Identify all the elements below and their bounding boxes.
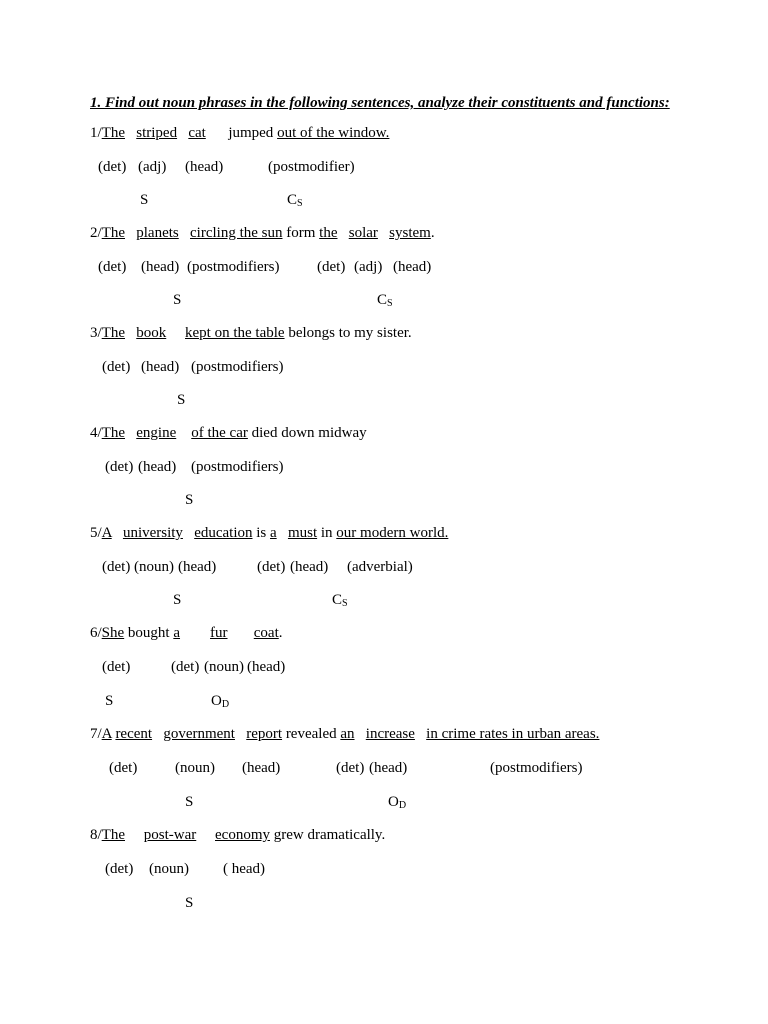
np-word: increase	[365, 726, 415, 742]
np-word: engine	[136, 425, 177, 441]
sentence-3	[90, 324, 412, 342]
constituent-label: (det)	[257, 559, 286, 575]
constituent-label: (head)	[141, 259, 180, 275]
sentence-5: 5/A university education is a must in our modern world.	[90, 525, 449, 541]
predicate-text: died down midway	[251, 425, 367, 441]
np-word: out of the window.	[277, 125, 390, 141]
constituent-label: (det)	[98, 259, 127, 275]
constituent-label: (det)	[171, 659, 200, 675]
constituent-label: (postmodifiers)	[191, 359, 284, 375]
np-word: book	[136, 325, 167, 341]
sentence-number: 5/	[90, 525, 102, 541]
constituent-label: (det)	[317, 259, 346, 275]
constituent-label: (noun)	[204, 659, 244, 675]
np-word: a	[270, 525, 277, 541]
np-word: solar	[348, 225, 378, 241]
np-word: university	[122, 525, 183, 541]
np-word: must	[287, 525, 318, 541]
constituent-label: (head)	[138, 459, 177, 475]
function-label: $O_D$	[388, 794, 407, 811]
np-word: kept on the table	[185, 325, 285, 341]
np-word: coat	[253, 625, 279, 641]
constituent-label: (det)	[102, 659, 131, 675]
predicate-text: belongs to my sister.	[288, 325, 412, 341]
np-word: the	[319, 225, 338, 241]
np-word: The	[101, 325, 125, 341]
sentence-4	[90, 424, 367, 442]
constituent-label: (head)	[178, 559, 217, 575]
constituent-label: (det)	[109, 760, 138, 776]
constituent-label: (det)	[105, 459, 134, 475]
verb-text: form	[286, 225, 316, 241]
np-word: fur	[210, 625, 228, 641]
sentence-number: 4/	[90, 425, 102, 441]
function-label: $C_S$	[287, 192, 303, 209]
constituent-label: (postmodifier)	[268, 159, 355, 175]
sentence-1	[90, 124, 389, 142]
constituent-label: (head)	[393, 259, 432, 275]
constituent-label: ( head)	[223, 861, 266, 877]
np-word: in crime rates in urban areas.	[426, 726, 600, 742]
np-word: government	[163, 726, 235, 742]
function-label: S	[173, 292, 182, 308]
function-label: S	[105, 693, 114, 709]
function-label: S	[185, 492, 194, 508]
exercise-title: 1. Find out noun phrases in the following sentences, analyze their constituents and functions:	[90, 95, 670, 111]
sentence-2: 2/The planets circling the sun form the solar system.	[90, 225, 435, 241]
np-word: The	[101, 225, 125, 241]
function-label: S	[173, 592, 182, 608]
np-word: our modern world.	[336, 525, 449, 541]
np-word: circling the sun	[190, 225, 283, 241]
function-label: S	[185, 794, 194, 810]
constituent-label: (head)	[369, 760, 408, 776]
np-word: of the car	[191, 425, 248, 441]
constituent-label: (head)	[247, 659, 286, 675]
function-label: S	[185, 895, 194, 911]
np-word: planets	[136, 225, 179, 241]
np-word: system	[389, 225, 431, 241]
np-word: an	[340, 726, 355, 742]
verb-text: jumped	[228, 125, 274, 141]
np-word: recent	[115, 726, 153, 742]
constituent-label: (head)	[141, 359, 180, 375]
constituent-label: (postmodifiers)	[187, 259, 280, 275]
constituent-label: (head)	[185, 159, 224, 175]
sentence-number: 3/	[90, 325, 102, 341]
constituent-label: (postmodifiers)	[191, 459, 284, 475]
np-word: post-war	[143, 827, 197, 843]
np-word: a	[173, 625, 181, 641]
constituent-label: (det)	[336, 760, 365, 776]
np-word: economy	[215, 827, 270, 843]
constituent-label: (det)	[98, 159, 127, 175]
np-word: report	[246, 726, 283, 742]
np-word: A	[101, 525, 112, 541]
np-word: striped	[136, 125, 178, 141]
function-label: S	[140, 192, 149, 208]
sentence-7: 7/A recent government report revealed an increase in crime rates in urban areas.	[90, 726, 600, 742]
np-word: education	[194, 525, 253, 541]
sentence-6: 6/She bought a fur coat.	[90, 625, 283, 641]
constituent-label: (head)	[290, 559, 329, 575]
np-word: She	[101, 625, 125, 641]
predicate-text: grew dramatically.	[273, 827, 386, 843]
sentence-number: 7/	[90, 726, 102, 742]
sentence-number: 2/	[90, 225, 102, 241]
np-word: cat	[188, 125, 206, 141]
np-word: The	[101, 827, 125, 843]
constituent-label: (adj)	[354, 259, 383, 275]
constituent-label: (noun)	[175, 760, 215, 776]
sentence-number: 8/	[90, 827, 102, 843]
np-word: A	[101, 726, 112, 742]
sentence-number: 1/	[90, 125, 102, 141]
np-word: The	[101, 425, 125, 441]
constituent-label: (adverbial)	[347, 559, 413, 575]
sentence-number: 6/	[90, 625, 102, 641]
constituent-label: (noun)	[149, 861, 189, 877]
np-word: The	[101, 125, 125, 141]
constituent-label: (det)	[102, 359, 131, 375]
sentence-8	[90, 826, 385, 844]
constituent-label: (adj)	[138, 159, 167, 175]
constituent-label: (head)	[242, 760, 281, 776]
constituent-label: (det)	[105, 861, 134, 877]
constituent-label: (noun)	[134, 559, 174, 575]
constituent-label: (det)	[102, 559, 131, 575]
function-label: $C_S$	[332, 592, 348, 609]
constituent-label: (postmodifiers)	[490, 760, 583, 776]
function-label: $C_S$	[377, 292, 393, 309]
function-label: $O_D$	[211, 693, 230, 710]
function-label: S	[177, 392, 186, 408]
